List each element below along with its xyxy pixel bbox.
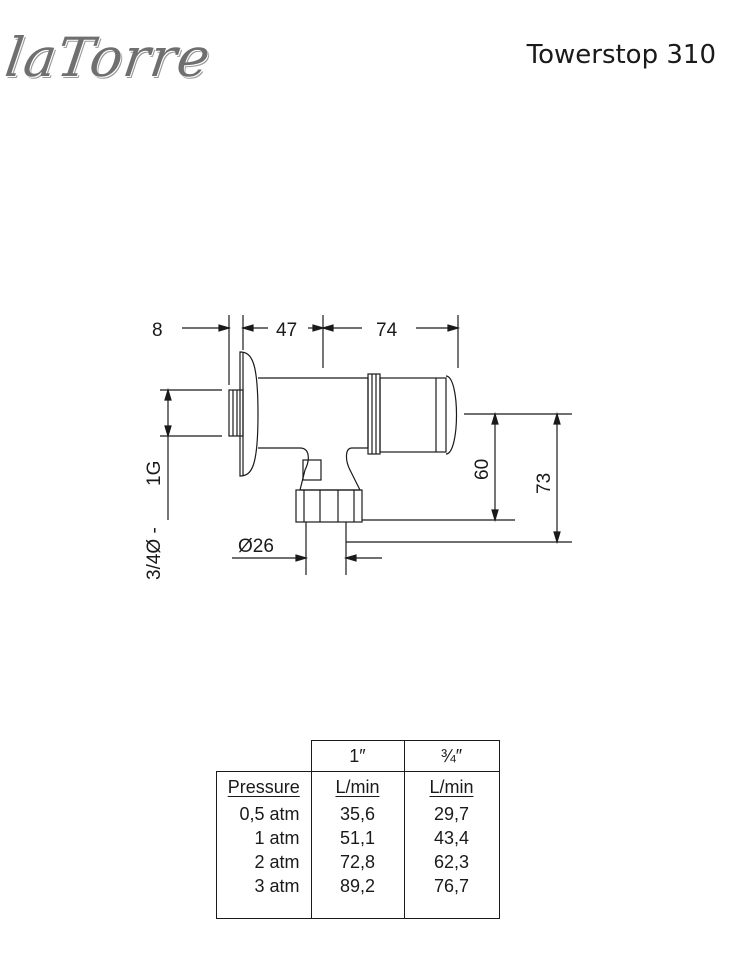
flow-1inch-cell: 35,6 bbox=[311, 802, 404, 826]
dim-74: 74 bbox=[376, 320, 398, 341]
pressure-cell: 1 atm bbox=[217, 826, 312, 850]
product-title: Towerstop 310 bbox=[526, 40, 716, 70]
pressure-cell: 3 atm bbox=[217, 874, 312, 919]
dim-diameter-26: Ø26 bbox=[238, 536, 274, 557]
dim-73: 73 bbox=[534, 472, 555, 494]
flow-1inch-cell: 51,1 bbox=[311, 826, 404, 850]
table-header-row bbox=[217, 772, 500, 803]
table-row bbox=[217, 826, 500, 850]
table-row bbox=[217, 802, 500, 826]
table-row bbox=[217, 850, 500, 874]
table-corner bbox=[217, 741, 312, 772]
flow-3-4inch-cell: 43,4 bbox=[404, 826, 499, 850]
size-1inch: 1″ bbox=[311, 741, 404, 772]
header-lmin-2 bbox=[404, 772, 499, 803]
dim-three-quarter: 3/4Ø - bbox=[144, 527, 165, 580]
size-3-4inch: ¾″ bbox=[404, 741, 499, 772]
header-lmin-1 bbox=[311, 772, 404, 803]
flow-rate-table-wrapper bbox=[216, 740, 500, 919]
flow-3-4inch-cell: 29,7 bbox=[404, 802, 499, 826]
flow-3-4inch-cell: 76,7 bbox=[404, 874, 499, 919]
flow-3-4inch-cell: 62,3 bbox=[404, 850, 499, 874]
dim-60: 60 bbox=[472, 458, 493, 480]
flow-1inch-cell: 89,2 bbox=[311, 874, 404, 919]
pressure-cell: 0,5 atm bbox=[217, 802, 312, 826]
flow-1inch-cell: 72,8 bbox=[311, 850, 404, 874]
table-row bbox=[217, 874, 500, 919]
dim-8: 8 bbox=[152, 320, 163, 341]
header-pressure-label: Pressure bbox=[227, 776, 300, 797]
dim-47: 47 bbox=[276, 320, 298, 341]
dim-1g: 1G bbox=[144, 460, 165, 486]
pressure-cell: 2 atm bbox=[217, 850, 312, 874]
header-lmin-1-label: L/min bbox=[335, 776, 380, 797]
header-lmin-2-label: L/min bbox=[429, 776, 474, 797]
flow-rate-table bbox=[216, 740, 500, 919]
brand-logo-text: laTorre bbox=[1, 26, 215, 89]
header-pressure bbox=[217, 772, 312, 803]
table-size-row bbox=[217, 741, 500, 772]
